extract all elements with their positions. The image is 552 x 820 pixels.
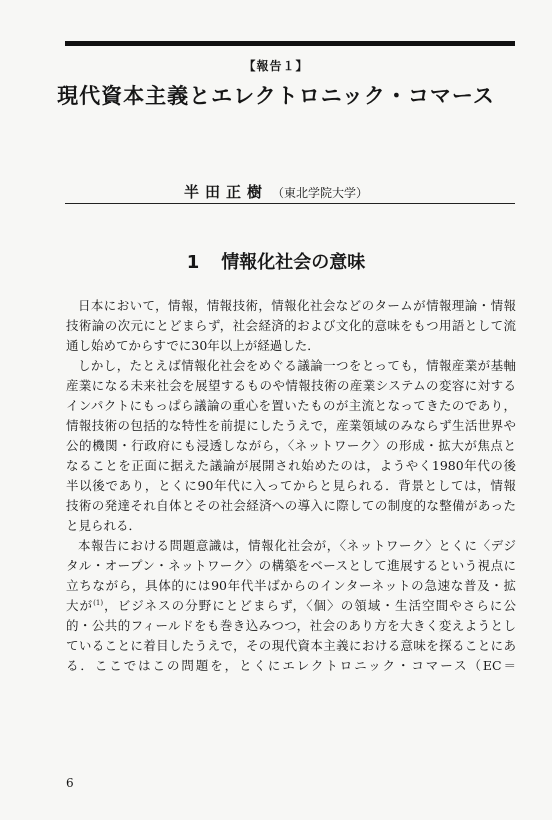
body-line-start: 大が <box>66 598 94 613</box>
author-name: 半田正樹 <box>183 183 268 201</box>
body-line: 的・公共的フィールドをも巻き込みつつ，社会のあり方を大きく変えようとし <box>66 618 516 633</box>
body-line: と見られる． <box>66 518 142 533</box>
body-line: 半以後であり，とくに90年代に入ってからと見られる．背景としては，情報 <box>66 478 516 493</box>
body-line: インパクトにもっぱら議論の重心を置いたものが主流となってきたのであり， <box>66 398 516 413</box>
body-line: 情報技術の包括的な特性を前提にしたうえで，産業領域のみならず生活世界や <box>66 418 516 433</box>
footnote-marker[interactable]: (1) <box>93 598 104 607</box>
top-rule <box>65 41 515 46</box>
section-heading <box>0 248 552 274</box>
body-line: 本報告における問題意識は，情報化社会が，〈ネットワーク〉とくに〈デジ <box>78 538 516 553</box>
body-line: 日本において，情報，情報技術，情報化社会などのタームが情報理論・情報 <box>78 298 516 313</box>
author-rule <box>65 203 515 204</box>
body-line: なることを正面に据えた議論が展開され始めたのは，ようやく1980年代の後 <box>66 458 516 473</box>
paper-title: 現代資本主義とエレクトロニック・コマース <box>57 84 495 108</box>
body-line-rest: ，ビジネスの分野にとどまらず，〈個〉の領域・生活空間やさらに公 <box>103 598 516 613</box>
author-line <box>0 181 552 202</box>
body-line: しかし，たとえば情報化社会をめぐる議論一つをとっても，情報産業が基軸 <box>78 358 516 373</box>
body-line: ていることに着目したうえで，その現代資本主義における意味を探ることにあ <box>66 638 516 653</box>
section-number: 1 <box>186 252 200 273</box>
page-number: 6 <box>66 776 74 790</box>
body-line: 技術の発達それ自体とその社会経済への導入に際しての制度的な整備があった <box>66 498 516 513</box>
body-line: 公的機関・行政府にも浸透しながら，〈ネットワーク〉の形成・拡大が焦点と <box>66 438 516 453</box>
section-title: 情報化社会の意味 <box>221 252 366 273</box>
body-line: 技術論の次元にとどまらず，社会経済的および文化的意味をもつ用語として流 <box>66 318 516 333</box>
body-line: 立ちながら，具体的には90年代半ばからのインターネットの急速な普及・拡 <box>66 578 516 593</box>
body-line <box>66 596 516 616</box>
body-line: タル・オープン・ネットワーク〉の構築をベースとして進展するという視点に <box>66 558 516 573</box>
report-label: 【報告１】 <box>243 59 309 73</box>
author-affiliation: （東北学院大学） <box>272 186 369 200</box>
body-text <box>66 296 516 676</box>
body-line: る．ここではこの問題を，とくにエレクトロニック・コマース（EC＝ <box>66 658 516 673</box>
body-line: 産業になる未来社会を展望するものや情報技術の産業システムの変容に対する <box>66 378 516 393</box>
body-line: 通し始めてからすでに30年以上が経過した． <box>66 338 320 353</box>
